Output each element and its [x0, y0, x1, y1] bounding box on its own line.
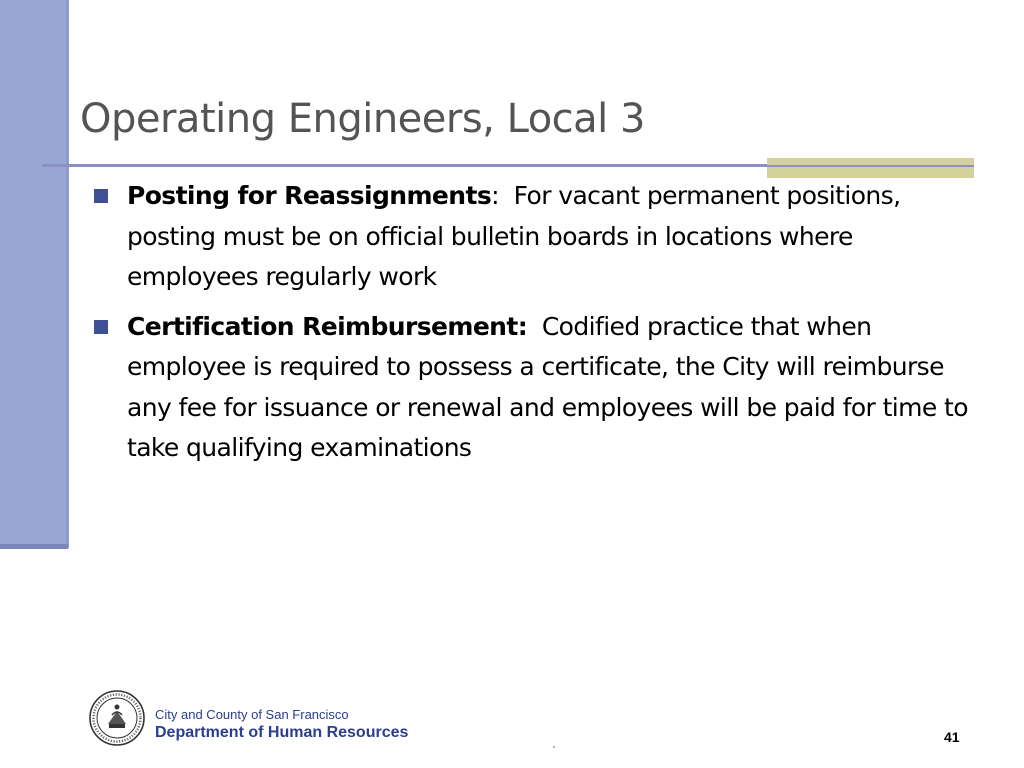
slide-title: Operating Engineers, Local 3 [80, 96, 645, 142]
bullet-list [93, 176, 973, 478]
page-number: 41 [944, 729, 960, 745]
bullet-text: For vacant permanent positions, posting must be on official bulletin boards in locations where employees regularly work [127, 181, 901, 291]
footer-department: Department of Human Resources [155, 724, 409, 741]
bullet-item [93, 176, 973, 298]
footer-dot [553, 746, 555, 748]
title-accent-block [767, 158, 974, 178]
left-accent-bar-edge [66, 0, 69, 548]
left-accent-bar-bottom [0, 544, 68, 549]
bullet-term: Posting for Reassignments [127, 181, 492, 210]
footer-org-name: City and County of San Francisco [155, 707, 349, 722]
bullet-term: Certification Reimbursement: [127, 311, 528, 341]
bullet-text: Codified practice that when employee is required to possess a certificate, the City will reimburse any fee for issuance or renewal and employees will be paid for time to take qualifying examinations [127, 311, 968, 462]
square-bullet-icon [94, 189, 108, 203]
bullet-separator [527, 312, 542, 341]
title-accent-line [767, 165, 974, 167]
bullet-separator: : [491, 181, 514, 210]
left-accent-bar [0, 0, 68, 548]
city-seal-icon [88, 689, 146, 747]
square-bullet-icon [94, 320, 108, 334]
bullet-item [93, 307, 973, 469]
